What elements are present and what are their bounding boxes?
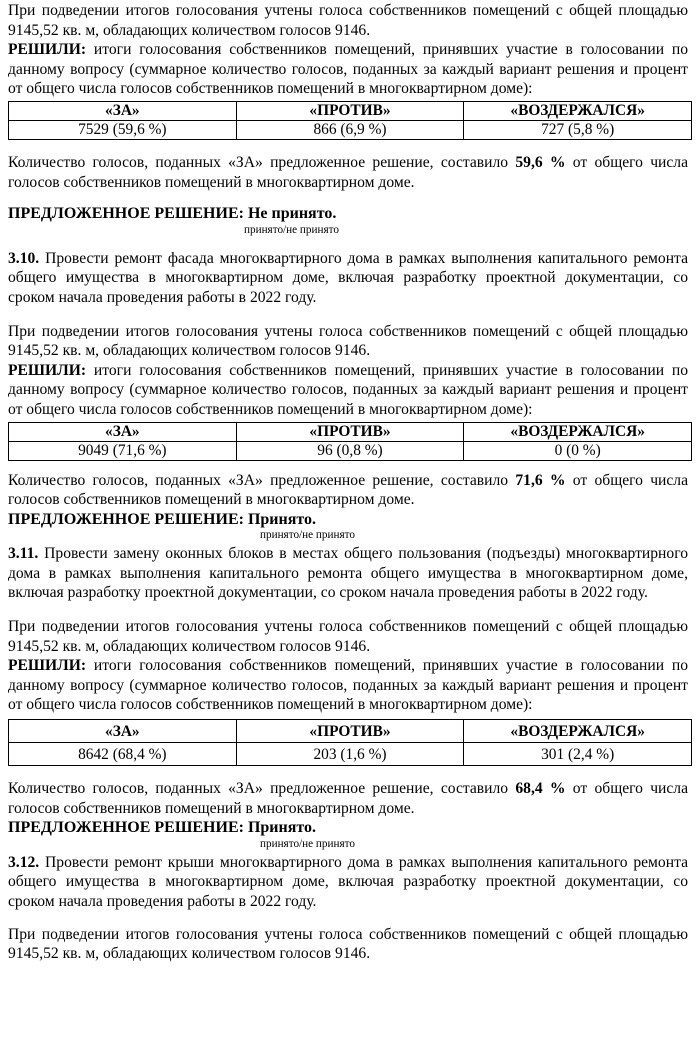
votes-table [8, 422, 692, 461]
votes-against: 866 (6,9 %) [236, 120, 464, 139]
result-paragraph: Количество голосов, поданных «ЗА» предложенное решение, составило 71,6 % от общего числа голосов собственников помещений в многоквартирном доме. [8, 471, 689, 509]
resolved-label: РЕШИЛИ: [8, 41, 87, 59]
result-percent: 71,6 % [515, 471, 566, 489]
votes-against: 96 (0,8 %) [236, 441, 464, 460]
decision-hint: принято/не принято [260, 837, 355, 850]
resolved-text: итоги голосования собственников помещений, принявших участие в голосовании по данному вопросу (суммарное количество голосов, поданных за каждый вариант решения и процент от общего числа голосов собственников помещений в многоквартирном доме): [8, 657, 688, 714]
resolved-text: итоги голосования собственников помещений, принявших участие в голосовании по данному вопросу (суммарное количество голосов, поданных за каждый вариант решения и процент от общего числа голосов собственников помещений в многоквартирном доме): [8, 41, 688, 98]
header-against: «ПРОТИВ» [236, 101, 464, 120]
votes-abstain: 301 (2,4 %) [464, 743, 692, 766]
result-percent: 68,4 % [515, 780, 566, 798]
votes-for: 7529 (59,6 %) [9, 120, 237, 139]
decision-hint: принято/не принято [244, 223, 339, 236]
resolved-paragraph [8, 40, 688, 99]
votes-against: 203 (1,6 %) [236, 743, 464, 766]
header-abstain: «ВОЗДЕРЖАЛСЯ» [464, 101, 692, 120]
quorum-paragraph: При подведении итогов голосования учтены голоса собственников помещений с общей площадью 9145,52 кв. м, обладающих количеством голосов 9146. [8, 618, 688, 655]
decision-heading: ПРЕДЛОЖЕННОЕ РЕШЕНИЕ: Принято. [8, 510, 317, 528]
header-for: «ЗА» [9, 720, 237, 743]
item-paragraph: 3.11. Провести замену оконных блоков в местах общего пользования (подъезды) многоквартирного дома в рамках выполнения капитального ремонта общего имущества в многоквартирном доме, включая разработку проектной документации, со сроком начала проведения работы в 2022 году. [8, 545, 689, 602]
item-number: 3.10. [8, 249, 40, 267]
votes-table [8, 101, 692, 140]
decision-heading: ПРЕДЛОЖЕННОЕ РЕШЕНИЕ: Не принято. [8, 205, 337, 223]
item-paragraph: 3.12. Провести ремонт крыши многоквартирного дома в рамках выполнения капитального ремонта общего имущества в многоквартирном доме, включая разработку проектной документации, со сроком начала проведения работы в 2022 году. [8, 853, 688, 910]
resolved-label: РЕШИЛИ: [8, 361, 87, 379]
resolved-text: итоги голосования собственников помещений, принявших участие в голосовании по данному вопросу (суммарное количество голосов, поданных за каждый вариант решения и процент от общего числа голосов собственников помещений в многоквартирном доме): [8, 361, 688, 418]
quorum-paragraph: При подведении итогов голосования учтены голоса собственников помещений с общей площадью 9145,52 кв. м, обладающих количеством голосов 9146. [8, 322, 688, 360]
resolved-paragraph [8, 656, 688, 715]
header-against: «ПРОТИВ» [236, 720, 464, 743]
item-number: 3.11. [8, 545, 39, 563]
result-paragraph: Количество голосов, поданных «ЗА» предложенное решение, составило 59,6 % от общего числа голосов собственников помещений в многоквартирном доме. [8, 153, 689, 191]
votes-abstain: 0 (0 %) [464, 441, 692, 460]
item-number: 3.12. [8, 853, 40, 871]
votes-for: 8642 (68,4 %) [9, 743, 237, 766]
header-abstain: «ВОЗДЕРЖАЛСЯ» [464, 720, 692, 743]
header-for: «ЗА» [9, 422, 237, 441]
result-paragraph: Количество голосов, поданных «ЗА» предложенное решение, составило 68,4 % от общего числа голосов собственников помещений в многоквартирном доме. [8, 780, 689, 817]
decision-value: Принято. [247, 819, 317, 837]
header-against: «ПРОТИВ» [236, 422, 464, 441]
decision-hint: принято/не принято [260, 529, 355, 542]
quorum-paragraph: При подведении итогов голосования учтены голоса собственников помещений с общей площадью 9145,52 кв. м, обладающих количеством голосов 9146. [8, 925, 688, 963]
header-for: «ЗА» [9, 101, 237, 120]
item-paragraph: 3.10. Провести ремонт фасада многоквартирного дома в рамках выполнения капитального ремонта общего имущества в многоквартирном доме, включая разработку проектной документации, со сроком начала проведения работы в 2022 году. [8, 249, 688, 306]
decision-value: Не принято. [247, 205, 337, 223]
votes-table [8, 719, 692, 766]
result-percent: 59,6 % [515, 153, 566, 171]
votes-for: 9049 (71,6 %) [9, 441, 237, 460]
resolved-paragraph [8, 361, 688, 420]
document-page [0, 1, 700, 1050]
quorum-paragraph: При подведении итогов голосования учтены голоса собственников помещений с общей площадью 9145,52 кв. м, обладающих количеством голосов 9146. [8, 2, 688, 39]
resolved-label: РЕШИЛИ: [8, 657, 87, 675]
decision-value: Принято. [247, 510, 317, 528]
votes-abstain: 727 (5,8 %) [464, 120, 692, 139]
decision-heading: ПРЕДЛОЖЕННОЕ РЕШЕНИЕ: Принято. [8, 819, 317, 837]
header-abstain: «ВОЗДЕРЖАЛСЯ» [464, 422, 692, 441]
